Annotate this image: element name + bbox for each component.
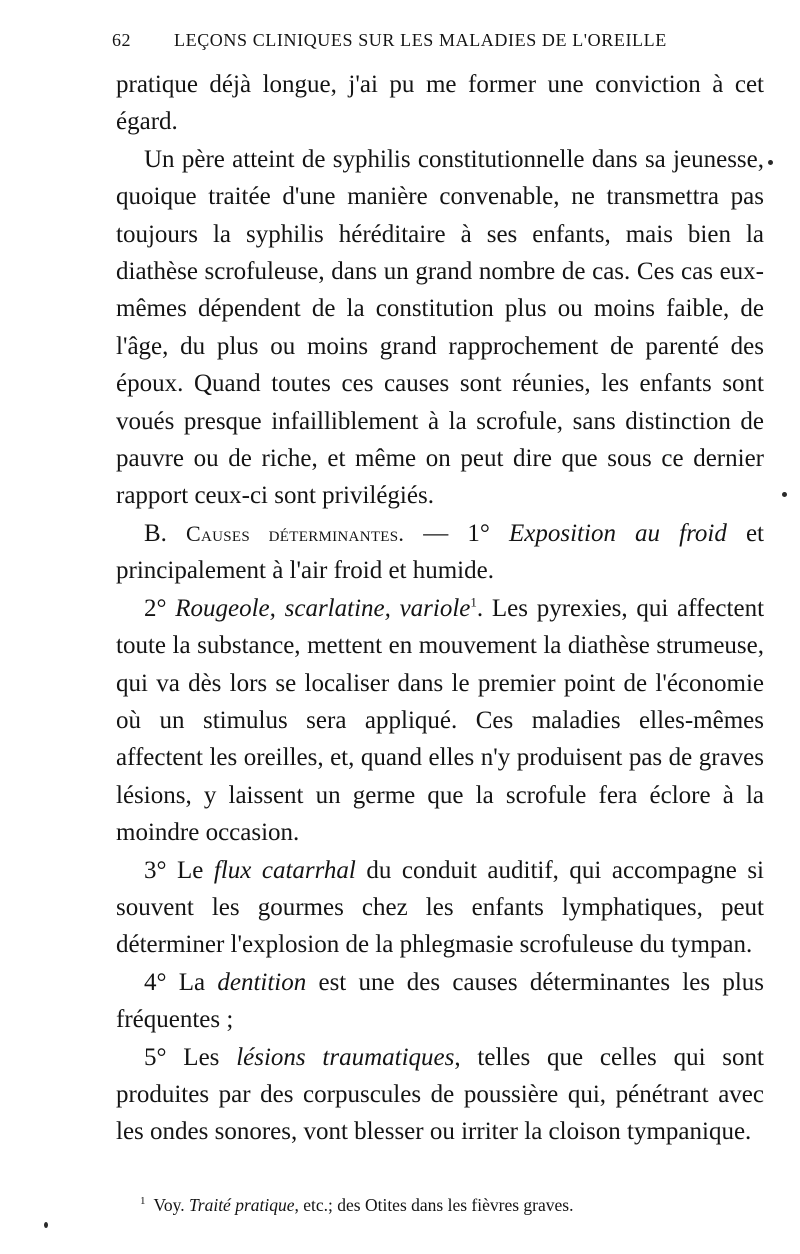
running-title: LEÇONS CLINIQUES SUR LES MALADIES DE L'OREILLE — [174, 30, 667, 50]
cause-3-text: du conduit auditif, qui accompagne si souvent les gourmes chez les enfants lymphatiques, peut déterminer l'explosion de la phlegmasie scrofuleuse du tympan. — [116, 856, 764, 959]
paragraph-6 — [116, 964, 764, 1039]
cause-2-title: Rougeole, scarlatine, variole — [175, 594, 471, 622]
heading-dash: — 1° — [404, 519, 510, 547]
running-header — [112, 30, 712, 51]
cause-3-title: flux catarrhal — [213, 856, 356, 884]
footnote-lead: Voy. — [153, 1194, 189, 1215]
footnote-mark: 1 — [140, 1195, 146, 1207]
cause-4-title: dentition — [217, 968, 307, 996]
paragraph-3 — [116, 515, 764, 590]
cause-2-number: 2° — [144, 594, 176, 622]
body-text — [116, 66, 764, 1151]
ink-speck — [768, 160, 773, 165]
footnote-reference: 1 — [470, 594, 477, 610]
paragraph-4 — [116, 590, 764, 852]
page-number: 62 — [112, 30, 131, 50]
section-letter: B. — [144, 519, 187, 547]
paragraph-7 — [116, 1039, 764, 1151]
ink-speck — [782, 492, 787, 497]
cause-4-text: est une des causes déterminantes les plus fréquentes ; — [116, 968, 764, 1034]
cause-5-text: , telles que celles qui sont produites par des corpuscules de poussière qui, pénétrant avec les ondes sonores, vont blesser ou irriter la cloison tympanique. — [116, 1043, 764, 1146]
footnote-work-title: Traité pratique — [189, 1194, 295, 1215]
paragraph-2: Un père atteint de syphilis constitutionnelle dans sa jeunesse, quoique traitée d'une manière convenable, ne transmettra pas toujours la syphilis héréditaire à ses enfants, mais bien la diathèse scrofuleuse, dans un grand nombre de cas. Ces cas eux-mêmes dépendent de la constitution plus ou moins faible, de l'âge, du plus ou moins grand rapprochement de parenté des époux. Quand toutes ces causes sont réunies, les enfants sont voués presque infailliblement à la scrofule, sans distinction de pauvre ou de riche, et même on peut dire que sous ce dernier rapport ceux-ci sont privilégiés. — [116, 145, 764, 510]
cause-4-number: 4° La — [144, 968, 218, 996]
cause-3-number: 3° Le — [144, 856, 214, 884]
cause-2-text: . Les pyrexies, qui affectent toute la substance, mettent en mouvement la diathèse strumeuse, qui va dès lors se localiser dans le premier point de l'économie où un stimulus sera appliqué. Ces maladies elles-mêmes affectent les oreilles, et, quand elles n'y produisent pas de graves lésions, y laissent un germe que la scrofule fera éclore à la moindre occasion. — [116, 594, 765, 847]
cause-1-text: et principalement à l'air froid et humide. — [116, 519, 765, 585]
cause-5-number: 5° Les — [144, 1043, 237, 1071]
footnote — [140, 1190, 760, 1216]
paragraph-5 — [116, 852, 764, 964]
cause-5-title: lésions traumatiques — [236, 1043, 455, 1071]
cause-1-title: Exposition au froid — [509, 519, 727, 547]
footnote-text: , etc.; des Otites dans les fièvres graves. — [294, 1194, 574, 1215]
section-heading: Causes déterminantes. — [186, 520, 405, 546]
paragraph-1: pratique déjà longue, j'ai pu me former une conviction à cet égard. — [116, 71, 764, 136]
ink-speck — [44, 1222, 48, 1228]
